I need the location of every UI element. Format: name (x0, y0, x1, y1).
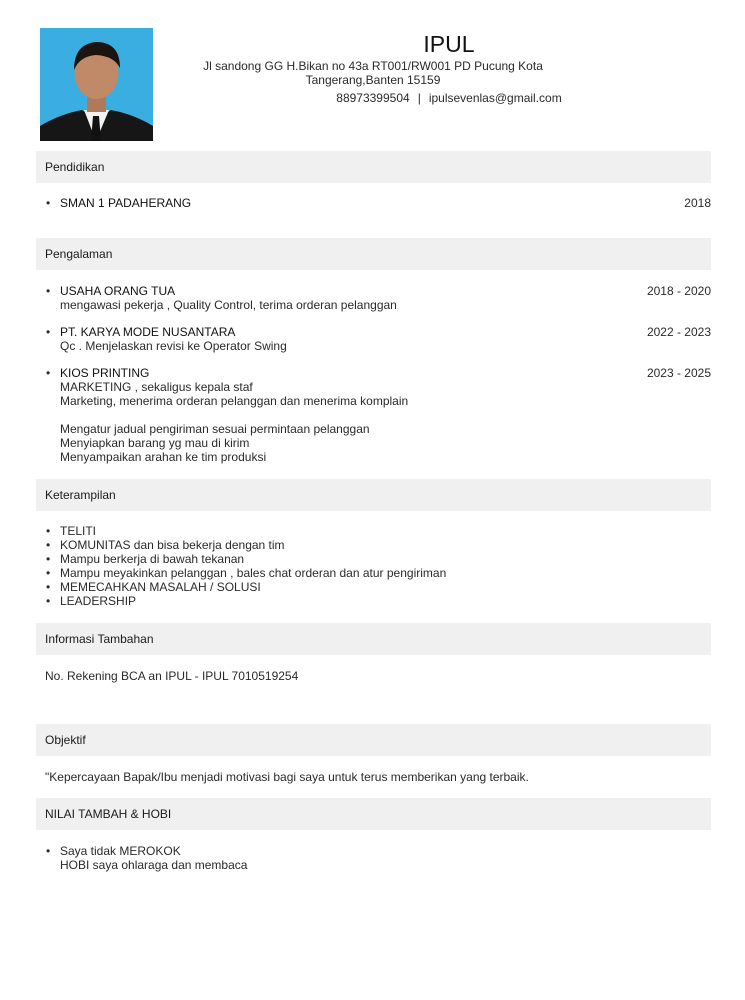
experience-years: 2018 - 2020 (646, 284, 711, 298)
additional-info-text: No. Rekening BCA an IPUL - IPUL 7010519254 (45, 669, 299, 683)
section-heading-keterampilan: Keterampilan (36, 479, 711, 511)
skill-item: • Mampu meyakinkan pelanggan , bales chat orderan dan atur pengiriman (36, 566, 711, 580)
company-name: • USAHA ORANG TUA (60, 284, 176, 298)
company-name: • KIOS PRINTING (60, 366, 150, 380)
section-heading-objektif: Objektif (36, 724, 711, 756)
experience-description: Menyiapkan barang yg mau di kirim (60, 436, 250, 450)
section-heading-pendidikan: Pendidikan (36, 151, 711, 183)
candidate-name: IPUL (423, 31, 475, 57)
contact-separator: | (417, 91, 421, 105)
section-heading-hobi: NILAI TAMBAH & HOBI (36, 798, 711, 830)
experience-spacer (60, 408, 711, 422)
experience-years: 2022 - 2023 (646, 325, 711, 339)
school-name: SMAN 1 PADAHERANG (60, 196, 192, 210)
education-years: 2018 (684, 196, 711, 210)
experience-description: MARKETING , sekaligus kepala staf (60, 380, 253, 394)
experience-list (36, 284, 711, 464)
experience-years: 2023 - 2025 (646, 366, 711, 380)
section-heading-informasi-tambahan: Informasi Tambahan (36, 623, 711, 655)
hobby-line: • Saya tidak MEROKOK (60, 844, 181, 858)
skill-item: • MEMECAHKAN MASALAH / SOLUSI (36, 580, 711, 594)
hobby-item (36, 844, 711, 872)
phone-number: 88973399504 (336, 91, 410, 105)
objective-text: "Kepercayaan Bapak/Ibu menjadi motivasi bagi saya untuk terus memberikan yang terbaik. (45, 770, 529, 784)
experience-description: mengawasi pekerja , Quality Control, terima orderan pelanggan (60, 298, 397, 312)
experience-item (36, 325, 711, 353)
skill-item: • LEADERSHIP (36, 594, 711, 608)
skills-list (36, 524, 711, 608)
skill-item: • KOMUNITAS dan bisa bekerja dengan tim (36, 538, 711, 552)
skill-item: • TELITI (36, 524, 711, 538)
email-address: ipulsevenlas@gmail.com (428, 91, 562, 105)
education-list (36, 196, 711, 210)
hobby-line: HOBI saya ohlaraga dan membaca (60, 858, 248, 872)
education-item (36, 196, 711, 210)
skill-item: • Mampu berkerja di bawah tekanan (36, 552, 711, 566)
contact-line (153, 91, 745, 105)
section-heading-pengalaman: Pengalaman (36, 238, 711, 270)
company-name: • PT. KARYA MODE NUSANTARA (60, 325, 236, 339)
experience-description: Menyampaikan arahan ke tim produksi (60, 450, 267, 464)
experience-description: Mengatur jadual pengiriman sesuai permintaan pelanggan (60, 422, 370, 436)
experience-description: Marketing, menerima orderan pelanggan dan menerima komplain (60, 394, 409, 408)
experience-description: Qc . Menjelaskan revisi ke Operator Swing (60, 339, 287, 353)
experience-item (36, 284, 711, 312)
profile-photo (40, 28, 153, 141)
address: Jl sandong GG H.Bikan no 43a RT001/RW001 PD Pucung Kota Tangerang,Banten 15159 (203, 59, 543, 87)
hobby-list (36, 844, 711, 872)
experience-item (36, 366, 711, 464)
